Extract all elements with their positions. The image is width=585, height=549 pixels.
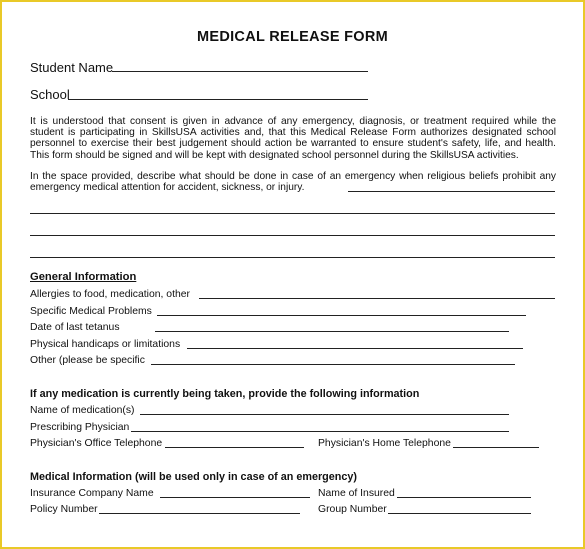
insurance-company-field[interactable] <box>160 497 310 498</box>
name-of-insured-label: Name of Insured <box>318 488 395 499</box>
specific-problems-label: Specific Medical Problems <box>30 306 152 317</box>
handicaps-field[interactable] <box>187 348 523 349</box>
other-field[interactable] <box>151 364 515 365</box>
general-information-heading: General Information <box>30 271 137 283</box>
home-phone-field[interactable] <box>453 447 539 448</box>
school-label: School <box>30 87 70 102</box>
handicaps-label: Physical handicaps or limitations <box>30 339 181 350</box>
allergies-label: Allergies to food, medication, other <box>30 289 190 300</box>
consent-paragraph: It is understood that consent is given in advance of any emergency, diagnosis, or treatment required while the student is participating in SkillsUSA activities and, that this Medical Release Form authorizes designated school personnel to exercise their best judgement should action be warranted to ensure student's safety, life, and health. This form should be signed and will be kept with designated school personnel during the SkillsUSA activities. <box>30 116 556 161</box>
student-name-field[interactable] <box>112 71 368 72</box>
prescribing-physician-field[interactable] <box>131 431 509 432</box>
policy-number-field[interactable] <box>99 513 300 514</box>
insurance-company-label: Insurance Company Name <box>30 488 154 499</box>
office-phone-label: Physician's Office Telephone <box>30 438 163 449</box>
medication-name-label: Name of medication(s) <box>30 405 135 416</box>
form-title: MEDICAL RELEASE FORM <box>196 29 389 45</box>
religious-line-4[interactable] <box>30 257 555 258</box>
school-field[interactable] <box>68 99 368 100</box>
medication-name-field[interactable] <box>140 414 509 415</box>
home-phone-label: Physician's Home Telephone <box>318 438 451 449</box>
policy-number-label: Policy Number <box>30 504 98 515</box>
tetanus-field[interactable] <box>155 331 509 332</box>
religious-line-1[interactable] <box>348 191 555 192</box>
medical-information-heading: Medical Information (will be used only in case of an emergency) <box>30 471 357 483</box>
religious-line-2[interactable] <box>30 213 555 214</box>
office-phone-field[interactable] <box>165 447 304 448</box>
prescribing-physician-label: Prescribing Physician <box>30 422 130 433</box>
religious-line-3[interactable] <box>30 235 555 236</box>
other-label: Other (please be specific <box>30 355 145 366</box>
medication-heading: If any medication is currently being taken, provide the following information <box>30 388 420 400</box>
allergies-field[interactable] <box>199 298 555 299</box>
student-name-label: Student Name <box>30 60 114 75</box>
group-number-field[interactable] <box>388 513 531 514</box>
tetanus-label: Date of last tetanus <box>30 322 120 333</box>
group-number-label: Group Number <box>318 504 387 515</box>
religious-instructions: In the space provided, describe what should be done in case of an emergency when religious beliefs prohibit any emergency medical attention for accident, sickness, or injury. <box>30 171 556 194</box>
name-of-insured-field[interactable] <box>397 497 531 498</box>
specific-problems-field[interactable] <box>157 315 526 316</box>
